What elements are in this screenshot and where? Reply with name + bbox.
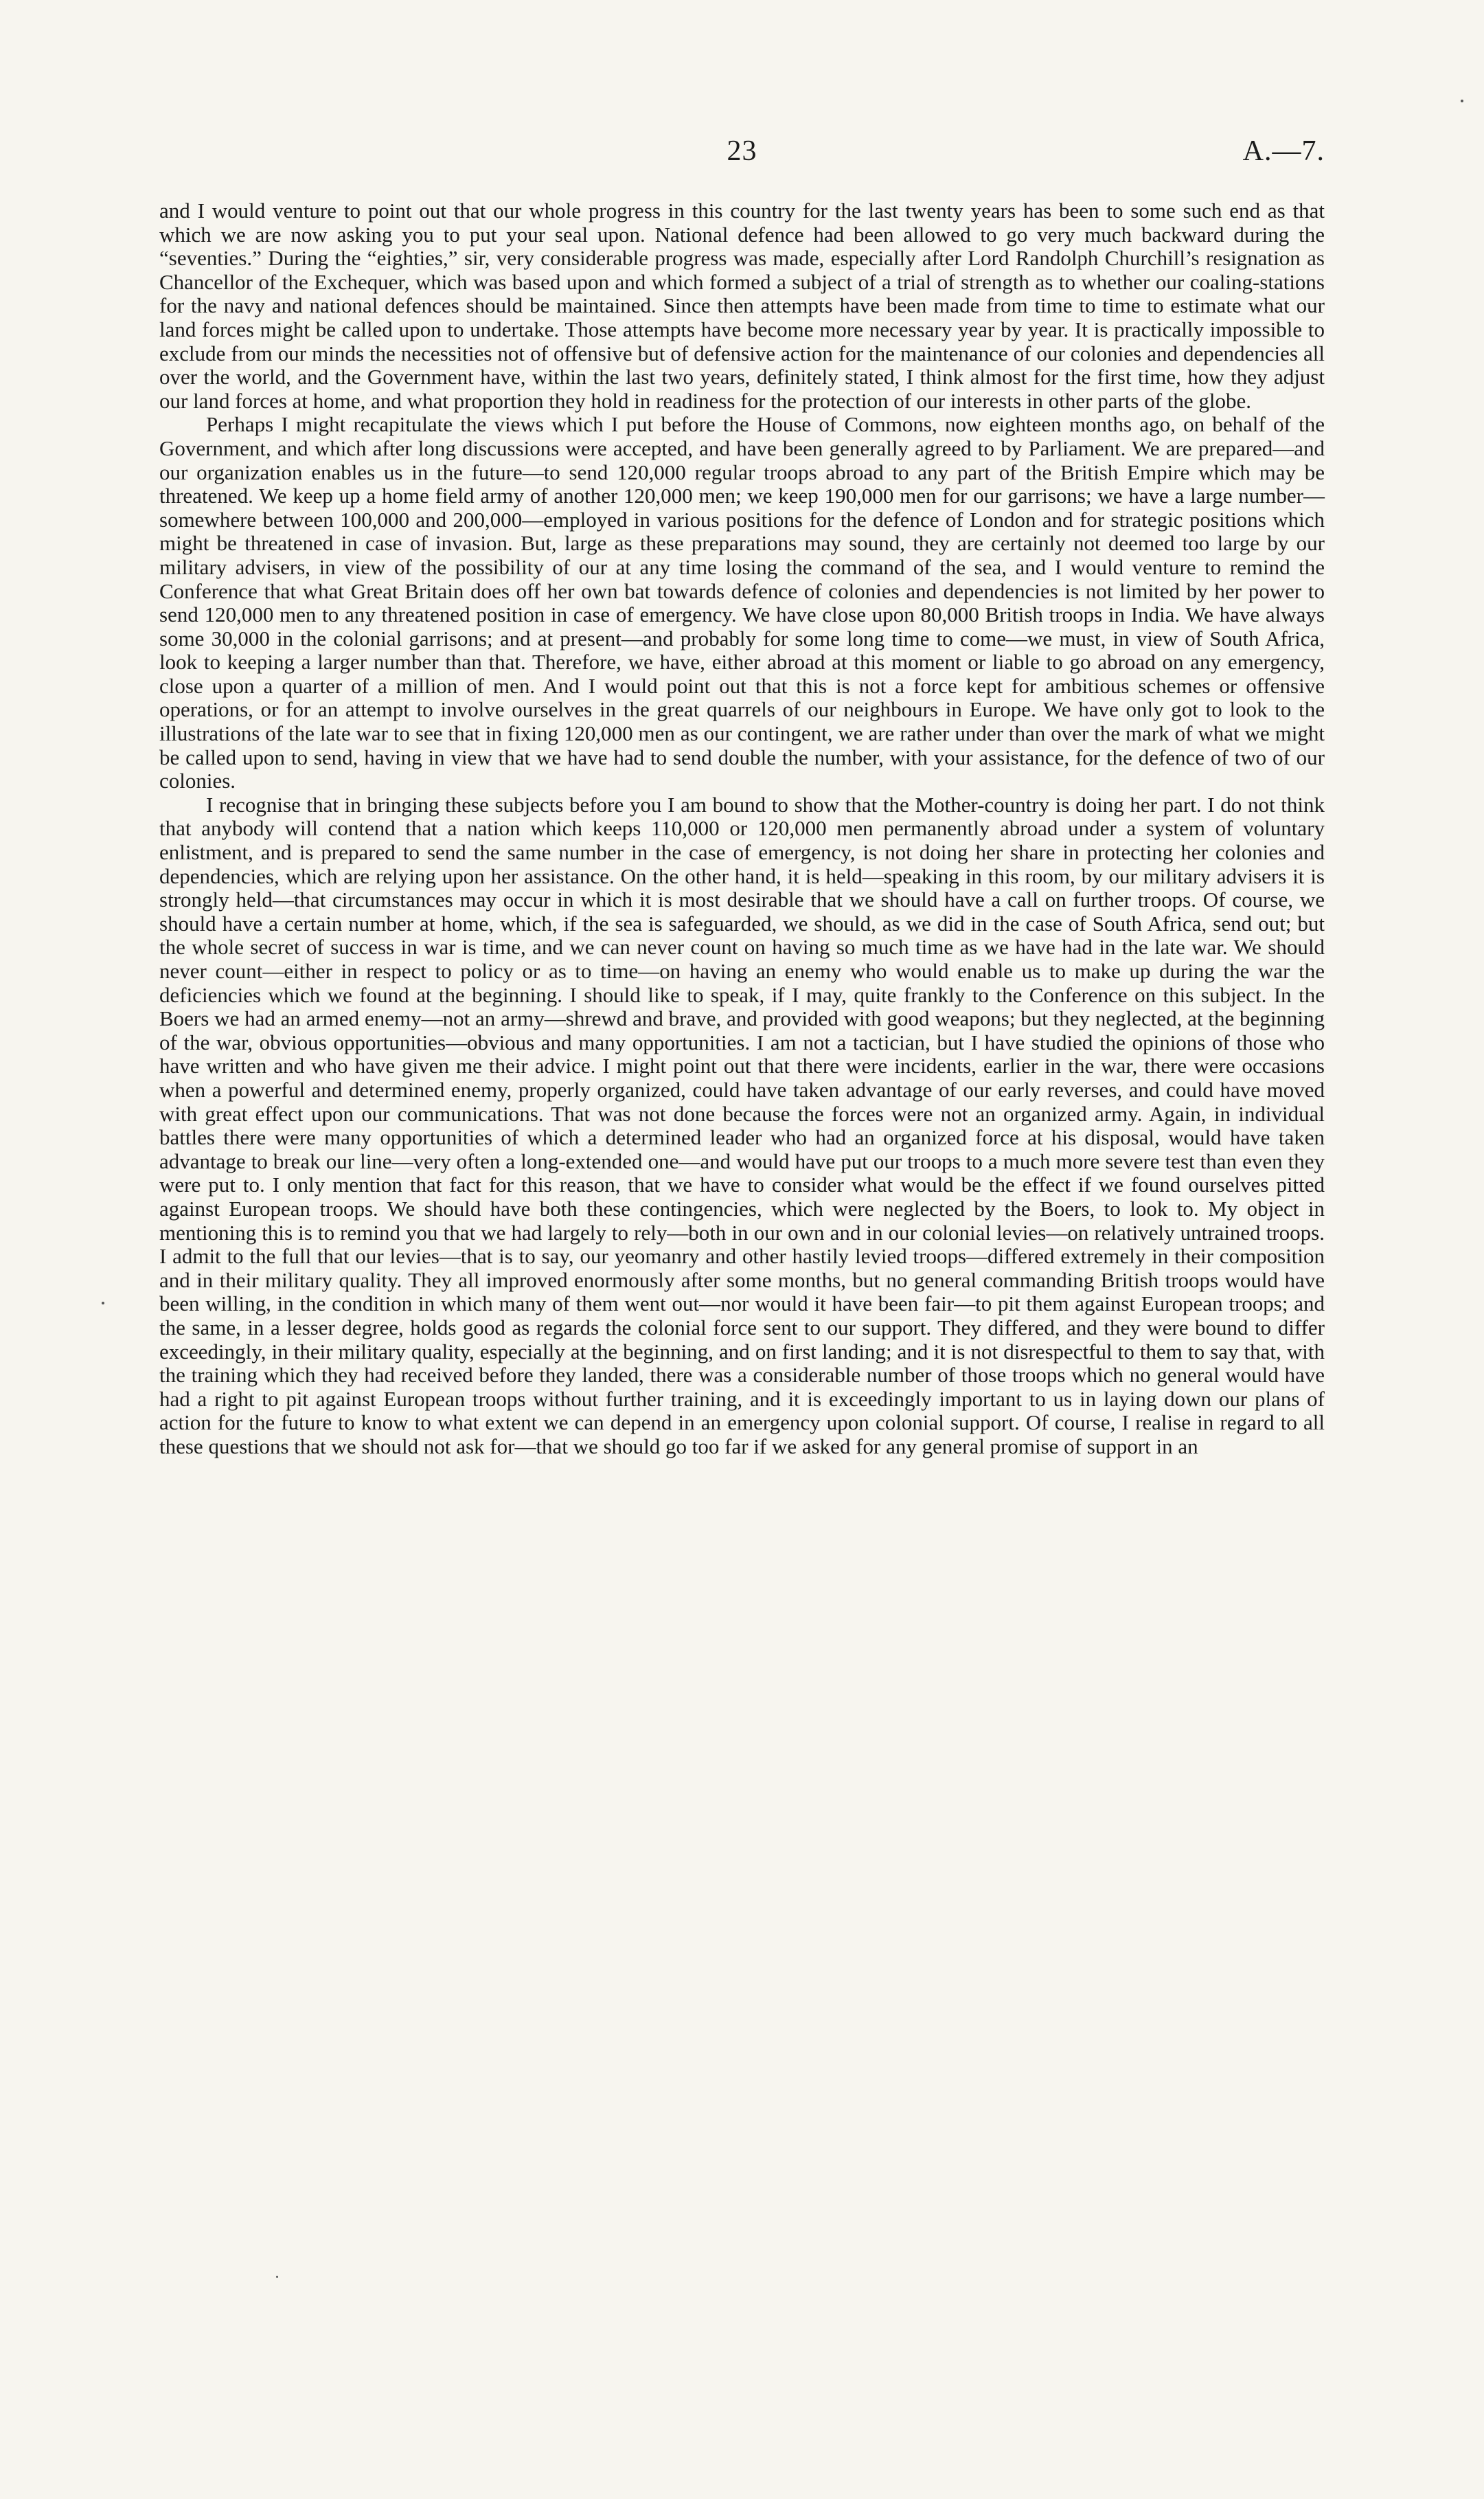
page-header <box>159 135 1325 176</box>
document-code: A.—7. <box>1242 135 1325 167</box>
paragraph: and I would venture to point out that our whole progress in this country for the last twenty years has been to some such end as that which we are now asking you to put your seal upon. National defence had been allowed to go very much backward during the “seventies.” During the “eighties,” sir, very considerable progress was made, especially after Lord Randolph Churchill’s resignation as Chancellor of the Exchequer, which was based upon and which formed a subject of a trial of strength as to whether our coaling-stations for the navy and national defences should be maintained. Since then attempts have been made from time to time to estimate what our land forces might be called upon to undertake. Those attempts have become more necessary year by year. It is practically impossible to exclude from our minds the necessities not of offensive but of defensive action for the maintenance of our colonies and dependencies all over the world, and the Government have, within the last two years, definitely stated, I think almost for the first time, how they adjust our land forces at home, and what proportion they hold in readiness for the protection of our interests in other parts of the globe. <box>159 199 1325 413</box>
paragraph: Perhaps I might recapitulate the views which I put before the House of Commons, now eighteen months ago, on behalf of the Government, and which after long discussions were accepted, and have been generally agreed to by Parliament. We are prepared—and our organization enables us in the future—to send 120,000 regular troops abroad to any part of the British Empire which may be threatened. We keep up a home field army of another 120,000 men; we keep 190,000 men for our garrisons; we have a large number—somewhere between 100,000 and 200,000—employed in various positions for the defence of London and for strategic positions which might be threatened in case of invasion. But, large as these preparations may sound, they are certainly not deemed too large by our military advisers, in view of the possibility of our at any time losing the command of the sea, and I would venture to remind the Conference that what Great Britain does off her own bat towards defence of colonies and dependencies is not limited by her power to send 120,000 men to any threatened position in case of emergency. We have close upon 80,000 British troops in India. We have always some 30,000 in the colonial garrisons; and at present—and probably for some long time to come—we must, in view of South Africa, look to keeping a larger number than that. Therefore, we have, either abroad at this moment or liable to go abroad on any emergency, close upon a quarter of a million of men. And I would point out that this is not a force kept for ambitious schemes or offensive operations, or for an attempt to involve ourselves in the great quarrels of our neighbours in Europe. We have only got to look to the illustrations of the late war to see that in fixing 120,000 men as our contingent, we are rather under than over the mark of what we might be called upon to send, having in view that we have had to send double the number, with your assistance, for the defence of two of our colonies. <box>159 412 1325 793</box>
scan-speck <box>102 1302 104 1304</box>
paragraph: I recognise that in bringing these subjects before you I am bound to show that the Mother-country is doing her part. I do not think that anybody will contend that a nation which keeps 110,000 or 120,000 men permanently abroad under a system of voluntary enlistment, and is prepared to send the same number in the case of emergency, is not doing her share in protecting her colonies and dependencies, which are relying upon her assistance. On the other hand, it is held—speaking in this room, by our military advisers it is strongly held—that circumstances may occur in which it is most desirable that we should have a call on further troops. Of course, we should have a certain number at home, which, if the sea is safeguarded, we should, as we did in the case of South Africa, send out; but the whole secret of success in war is time, and we can never count on having so much time as we have had in the late war. We should never count—either in respect to policy or as to time—on having an enemy who would enable us to make up during the war the deficiencies which we found at the beginning. I should like to speak, if I may, quite frankly to the Conference on this subject. In the Boers we had an armed enemy—not an army—shrewd and brave, and provided with good weapons; but they neglected, at the beginning of the war, obvious opportunities—obvious and many opportunities. I am not a tactician, but I have studied the opinions of those who have written and who have given me their advice. I might point out that there were incidents, earlier in the war, there were occasions when a powerful and determined enemy, properly organized, could have taken advantage of our early reverses, and could have moved with great effect upon our communications. That was not done because the forces were not an organized army. Again, in individual battles there were many opportunities of which a determined leader who had an organized force at his disposal, would have taken advantage to break our line—very often a long-extended one—and would have put our troops to a much more severe test than even they were put to. I only mention that fact for this reason, that we have to consider what would be the effect if we found ourselves pitted against European troops. We should have both these contingencies, which were neglected by the Boers, to look to. My object in mentioning this is to remind you that we had largely to rely—both in our own and in our colonial levies—on relatively untrained troops. I admit to the full that our levies—that is to say, our yeomanry and other hastily levied troops—differed extremely in their composition and in their military quality. They all improved enormously after some months, but no general commanding British troops would have been willing, in the condition in which many of them went out—nor would it have been fair—to pit them against European troops; and the same, in a lesser degree, holds good as regards the colonial force sent to our support. They differed, and they were bound to differ exceedingly, in their military quality, especially at the beginning, and on first landing; and it is not disrespectful to them to say that, with the training which they had received before they landed, there was a considerable number of those troops which no general would have had a right to pit against European troops without further training, and it is exceedingly important to us in laying down our plans of action for the future to know to what extent we can depend in an emergency upon colonial support. Of course, I realise in regard to all these questions that we should not ask for—that we should go too far if we asked for any general promise of support in an <box>159 792 1325 1458</box>
scan-speck <box>276 2276 278 2278</box>
body-text <box>159 199 1325 1458</box>
page-number: 23 <box>727 135 757 167</box>
scan-speck <box>1461 100 1463 102</box>
